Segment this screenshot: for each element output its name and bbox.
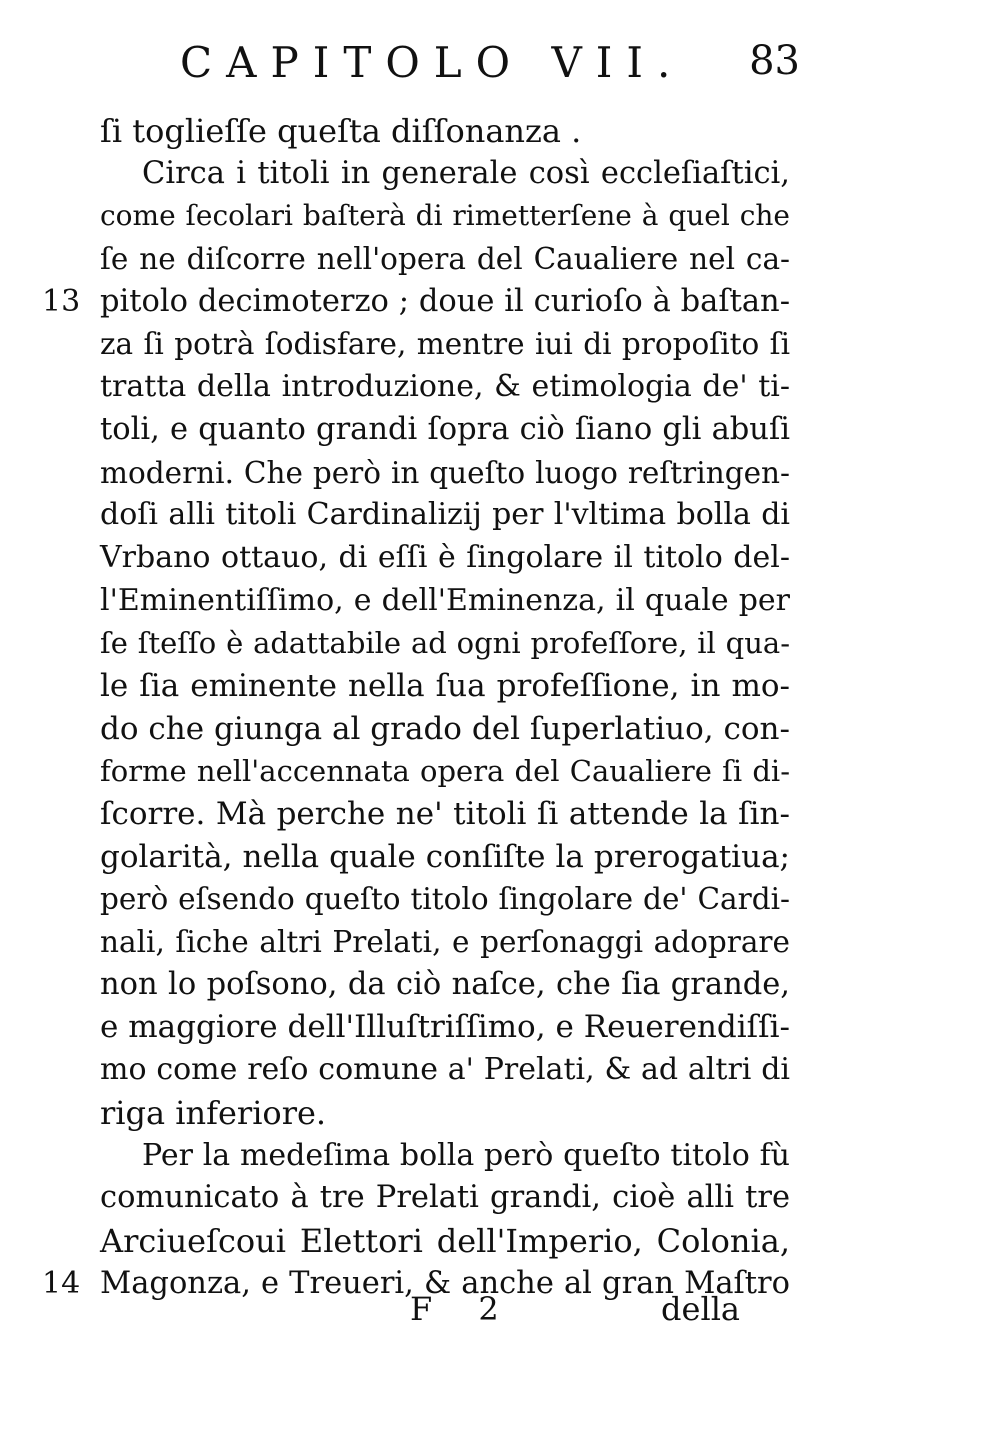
text-line: 13 pitolo decimoterzo ; doue il curioſo à baſtan- — [100, 281, 790, 324]
marginal-number: 14 — [42, 1265, 81, 1301]
text-line: ſcorre. Mà perche ne' titoli ſi attende la ſin- — [100, 796, 790, 832]
text-line: come ſecolari baſterà di rimetterſene à quel che — [100, 199, 790, 233]
text-line: riga inferiore. — [100, 1093, 327, 1132]
text-line: e maggiore dell'Illuſtriſſimo, e Reuerendiſſi- — [100, 1009, 790, 1046]
text-line: mo come reſo comune a' Prelati, & ad altri di — [100, 1052, 790, 1088]
text-line: doſi alli titoli Cardinalizij per l'vltima bolla di — [100, 497, 790, 533]
marginal-number: 13 — [42, 283, 81, 319]
page-footer — [100, 1290, 790, 1340]
text-line: comunicato à tre Prelati grandi, cioè alli tre — [100, 1180, 790, 1216]
catchword: della — [661, 1290, 740, 1328]
text-line: Arciueſcoui Elettori dell'Imperio, Colonia, — [100, 1221, 790, 1260]
text-line: nali, ſiche altri Prelati, e perſonaggi adoprare — [100, 925, 790, 960]
text-line: Vrbano ottauo, di eſſi è ſingolare il titolo del- — [100, 539, 790, 575]
text-line: za ſi potrà ſodisfare, mentre iui di propoſito ſi — [100, 327, 790, 362]
text-line: 14 Magonza, e Treueri, & anche al gran Maſtro — [100, 1263, 790, 1306]
text-line: forme nell'accennata opera del Caualiere ſi di- — [100, 754, 790, 789]
text-line: do che giunga al grado del ſuperlatiuo, con- — [100, 710, 790, 747]
text-line: l'Eminentiſſimo, e dell'Eminenza, il quale per — [100, 582, 790, 618]
text-line: ſe ne diſcorre nell'opera del Caualiere nel ca- — [100, 242, 790, 277]
text-line: golarità, nella quale conſiſte la prerogatiua; — [100, 838, 790, 875]
text-line: non lo poſsono, da ciò naſce, che ſia grande, — [100, 966, 790, 1002]
page-header — [180, 38, 800, 98]
text-line: Circa i titoli in generale così eccleſiaſtici, — [142, 155, 790, 191]
text-line: però eſsendo queſto titolo ſingolare de' Cardi- — [100, 882, 790, 917]
text-line: toli, e quanto grandi ſopra ciò ſiano gli abuſi — [100, 411, 790, 447]
text-line: ſe ſteſſo è adattabile ad ogni profeſſore, il qua- — [100, 626, 790, 661]
body-text — [42, 110, 790, 1305]
text-line: moderni. Che però in queſto luogo reſtringen- — [100, 455, 790, 490]
text-line: le ſia eminente nella ſua profeſſione, in mo- — [100, 667, 790, 704]
running-head: CAPITOLO VII. — [180, 38, 685, 87]
text-line: ſi toglieſſe queſta diſſonanza . — [100, 112, 582, 150]
signature-mark: F 2 — [410, 1290, 517, 1328]
page-number: 83 — [749, 38, 800, 84]
text-line: Per la medeſima bolla però queſto titolo fù — [142, 1137, 790, 1173]
text-line: tratta della introduzione, & etimologia de' ti- — [100, 369, 790, 405]
